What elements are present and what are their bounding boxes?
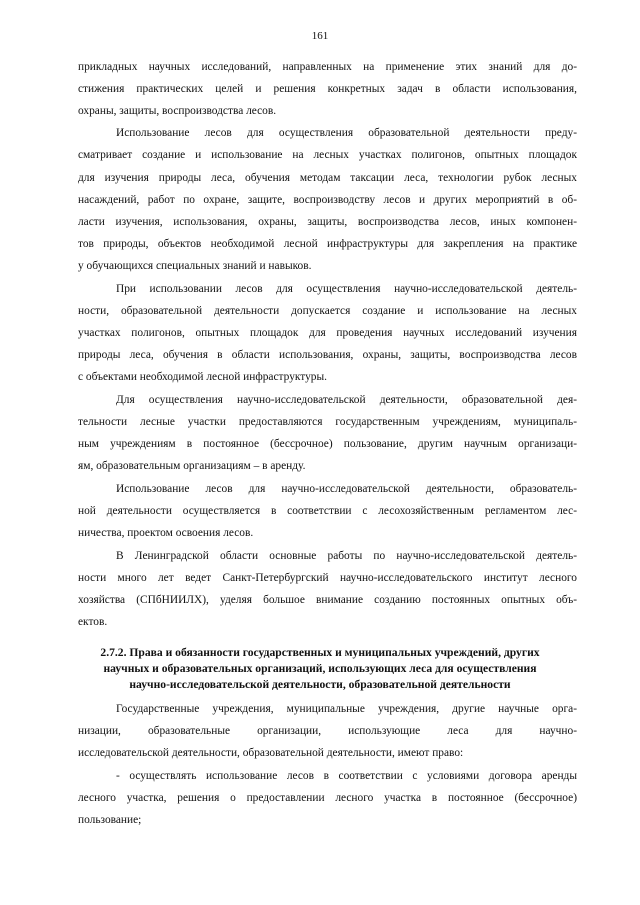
body-line: ектов. <box>78 616 108 628</box>
body-line: ничества, проектом освоения лесов. <box>78 527 254 539</box>
body-line: сматривает создание и использование на лесных участках полигонов, опытных площадок <box>78 149 577 161</box>
body-line: хозяйства (СПбНИИЛХ), уделяя большое внимание созданию постоянных опытных объ- <box>78 594 577 606</box>
body-line: охраны, защиты, воспроизводства лесов. <box>78 105 277 117</box>
body-line: для изучения природы леса, обучения методам таксации леса, технологии рубок лесных <box>78 172 577 184</box>
body-line: стижения практических целей и решения конкретных задач в области использования, <box>78 83 577 95</box>
page-number: 161 <box>311 30 329 42</box>
body-line: ласти изучения, использования, охраны, защиты, воспроизводства лесов, иных компонен- <box>78 216 577 228</box>
paragraph-first-line: Использование лесов для научно-исследовательской деятельности, образователь- <box>116 483 577 495</box>
paragraph-first-line: Для осуществления научно-исследовательской деятельности, образовательной дея- <box>116 394 577 406</box>
body-line: с объектами необходимой лесной инфраструктуры. <box>78 371 327 383</box>
body-line: ности много лет ведет Санкт-Петербургский научно-исследовательского институт лесного <box>78 572 577 584</box>
paragraph-first-line: Государственные учреждения, муниципальные учреждения, другие научные орга- <box>116 703 577 715</box>
body-line: насаждений, работ по охране, защите, воспроизводству лесов и других мероприятий в об- <box>78 194 577 206</box>
body-line: ям, образовательным организациям – в аренду. <box>78 460 306 472</box>
body-line: лесного участка, решения о предоставлении лесного участка в постоянное (бессрочное) <box>78 792 577 804</box>
body-line: у обучающихся специальных знаний и навыков. <box>78 260 312 272</box>
section-heading: научных и образовательных организаций, использующих леса для осуществления <box>103 662 537 675</box>
paragraph-first-line: Использование лесов для осуществления образовательной деятельности преду- <box>116 127 577 139</box>
body-line: исследовательской деятельности, образовательной деятельности, имеют право: <box>78 747 464 759</box>
body-line: ной деятельности осуществляется в соответствии с лесохозяйственным регламентом лес- <box>78 505 577 517</box>
body-line: пользование; <box>78 814 142 826</box>
body-line: участках полигонов, опытных площадок для проведения научных исследований изучения <box>78 327 577 339</box>
section-heading: 2.7.2. Права и обязанности государственных и муниципальных учреждений, других <box>100 646 540 659</box>
body-line: низации, образовательные организации, использующие леса для научно- <box>78 725 577 737</box>
body-line: природы леса, обучения в области использования, охраны, защиты, воспроизводства лесов <box>78 349 577 361</box>
body-line: ности, образовательной деятельности допускается создание и использование на лесных <box>78 305 577 317</box>
paragraph-first-line: В Ленинградской области основные работы по научно-исследовательской деятель- <box>116 550 577 562</box>
body-line: тов природы, объектов необходимой лесной инфраструктуры для закрепления на практике <box>78 238 577 250</box>
body-line: ным учреждениям в постоянное (бессрочное) пользование, другим научным организаци- <box>78 438 577 450</box>
body-line: тельности лесные участки предоставляются государственным учреждениям, муниципаль- <box>78 416 577 428</box>
section-heading: научно-исследовательской деятельности, образовательной деятельности <box>129 678 511 691</box>
paragraph-first-line: При использовании лесов для осуществления научно-исследовательской деятель- <box>116 283 577 295</box>
paragraph-first-line: - осуществлять использование лесов в соответствии с условиями договора аренды <box>116 770 577 782</box>
body-line: прикладных научных исследований, направленных на применение этих знаний для до- <box>78 61 577 73</box>
